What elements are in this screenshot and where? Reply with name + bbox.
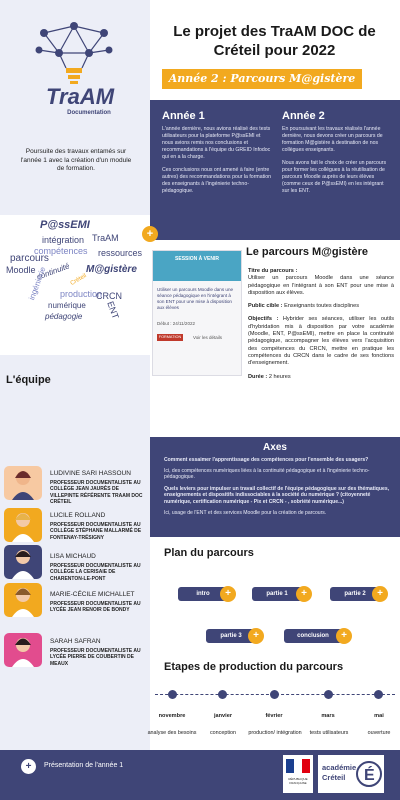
timeline-step: production/ intégration	[248, 730, 302, 736]
timeline-month: janvier	[213, 713, 233, 719]
plan-title: Plan du parcours	[164, 547, 254, 559]
academie-e-icon	[356, 760, 382, 788]
member-role: PROFESSEUR DOCUMENTALISTE AU COLLÈGE STÉPHANE MALLARMÉ DE FONTENAY-TRÉSIGNY	[50, 522, 142, 541]
word: Créteil	[69, 273, 88, 287]
magistere-title: Le parcours M@gistère	[246, 246, 368, 258]
avatar	[4, 583, 42, 617]
timeline-month: mars	[321, 713, 335, 719]
timeline-month: novembre	[158, 713, 186, 719]
timeline-dot	[324, 690, 333, 699]
member-name: MARIE-CÉCILE MICHALLET	[50, 591, 135, 598]
academie-name: Créteil	[322, 773, 346, 782]
timeline-dot	[168, 690, 177, 699]
session-card-text: Utiliser un parcours Moodle dans une séance pédagogique en l'intégrant à son ENT pour une mise à disposition aux élèves	[157, 287, 234, 310]
republique-logo	[283, 755, 313, 793]
word: pédagogie	[45, 312, 83, 321]
plus-icon[interactable]: +	[296, 586, 312, 602]
timeline-month: février	[265, 713, 283, 719]
word: ressources	[98, 248, 143, 258]
plus-icon[interactable]: +	[248, 628, 264, 644]
equipe-title: L'équipe	[6, 374, 51, 386]
avatar	[4, 545, 42, 579]
plan-partie3-button[interactable]: partie 3	[206, 629, 256, 643]
timeline-dot	[374, 690, 383, 699]
plan-partie1-button[interactable]: partie 1	[252, 587, 302, 601]
plan-intro-button[interactable]: intro	[178, 587, 228, 601]
word: TraAM	[92, 233, 119, 243]
timeline-step: conception	[209, 730, 237, 736]
axes-content: Comment essaimer l'apprentissage des compétences pour l'ensemble des usagers? Ici, des compétences numériques liées à la continuité pédagogique et à l'ingénierie techno-pédagogique. Quels leviers pour impulser un travail collectif de l'équipe pédagogique sur des thématiques, enseignements et dispositifs indissociables à la société du numérique ? (citoyenneté numérique, certification numérique - Pix et CRCN - , sobriété numérique...) Ici, usage de l'ENT et des services Moodle pour la création de parcours.	[164, 457, 390, 516]
timeline-step: analyse des besoins	[147, 730, 197, 736]
academie-label: académie	[322, 763, 357, 772]
plus-icon[interactable]: +	[220, 586, 236, 602]
timeline-dot	[270, 690, 279, 699]
etapes-title: Etapes de production du parcours	[164, 661, 344, 673]
session-date: Début : 24/11/2022	[157, 321, 195, 326]
word: CRCN	[96, 291, 122, 301]
plan-partie2-button[interactable]: partie 2	[330, 587, 380, 601]
timeline-step: ouverture	[367, 730, 391, 736]
annee2-title: Année 2	[282, 110, 325, 122]
academie-logo	[318, 755, 384, 793]
plus-icon[interactable]: +	[21, 759, 36, 774]
session-card[interactable]	[152, 250, 242, 376]
person-icon	[4, 466, 42, 500]
logo-subtitle: Documentation	[67, 110, 111, 116]
annee1-title: Année 1	[162, 110, 205, 122]
word: M@gistère	[86, 264, 137, 275]
member-role: PROFESSEUR DOCUMENTALISTE AU LYCÉE PIERRE DE COUBERTIN DE MEAUX	[50, 648, 141, 667]
avatar	[4, 466, 42, 500]
traam-logo	[14, 18, 134, 116]
member-name: LUCILE ROLLAND	[50, 512, 106, 519]
person-icon	[4, 508, 42, 542]
details-link[interactable]: Voir les détails	[193, 335, 223, 340]
word: intégration	[42, 235, 85, 245]
word-cloud	[0, 215, 150, 355]
member-role: PROFESSEUR DOCUMENTALISTE AU COLLÈGE LA CERISAIE DE CHARENTON-LE-PONT	[50, 563, 141, 582]
member-name: LISA MICHAUD	[50, 553, 96, 560]
word: Moodle	[6, 265, 36, 275]
plus-icon[interactable]: +	[336, 628, 352, 644]
annee1-text: L'année dernière, nous avions réalisé des tests utilisateurs pour la plateforme P@ssEMI et nous avions remis nos conclusions et recommandations à l'équipe du GREID Infodoc qui en a la charge. Ces conclusions nous ont amené à faire (entre autres) des recommandations pour la formation des enseignants à l'ingénierie techno-pédagogique.	[162, 126, 271, 194]
word: production	[60, 289, 103, 299]
word: numérique	[48, 301, 86, 310]
axes-title: Axes	[263, 442, 287, 453]
avatar	[4, 633, 42, 667]
annee2-text: En poursuivant les travaux réalisés l'année dernière, nous devons créer un parcours de formation M@gistère à destination de nos collègues enseignants. Nous avons fait le choix de créer un parcours pour former les collègues à la réutilisation de parcours Moodle auprès de leurs élèves (comme ceux de P@ssEMI) en les intégrant sur les ENT.	[282, 126, 387, 194]
svg-text:É: É	[364, 767, 375, 784]
word: ingénierie	[27, 265, 48, 302]
expand-plus-icon[interactable]: +	[142, 226, 158, 242]
member-role: PROFESSEUR DOCUMENTALISTE AU LYCÉE JEAN RENOIR DE BONDY	[50, 601, 141, 614]
annee1-link[interactable]: Présentation de l'année 1	[44, 762, 124, 769]
member-name: LUDIVINE SARI HASSOUN	[50, 470, 131, 477]
word: compétences	[34, 246, 88, 256]
word: parcours	[10, 253, 49, 264]
formation-badge: FORMATION	[158, 335, 182, 339]
network-bulb-icon	[14, 18, 134, 88]
session-banner-text: SESSION À VENIR	[175, 256, 219, 262]
person-icon	[4, 633, 42, 667]
logo-name: TraAM	[46, 84, 115, 109]
plus-icon[interactable]: +	[372, 586, 388, 602]
member-name: SARAH SAFRAN	[50, 638, 101, 645]
intro-text: Poursuite des travaux entamés sur l'année 1 avec la création d'un module de formation.	[20, 148, 132, 172]
word: P@ssEMI	[40, 219, 90, 231]
avatar	[4, 508, 42, 542]
word: continuité	[35, 261, 71, 282]
word: ENT	[105, 299, 121, 321]
member-role: PROFESSEUR DOCUMENTALISTE AU COLLÈGE JEAN JAURÈS DE VILLEPINTE RÉFÉRENTE TRAAM DOC CRÉTEIL	[50, 480, 143, 506]
timeline-month: mai	[374, 713, 384, 719]
plan-conclusion-button[interactable]: conclusion	[284, 629, 342, 643]
page-subtitle: Année 2 : Parcours M@gistère	[168, 72, 356, 85]
person-icon	[4, 583, 42, 617]
person-icon	[4, 545, 42, 579]
timeline-step: tests utilisateurs	[309, 730, 349, 736]
page-title: Le projet des TraAM DOC de Créteil pour 2022	[173, 23, 376, 59]
magistere-details: Titre du parcours : Utiliser un parcours Moodle dans une séance pédagogique en l'intégrant à son ENT pour une mise à disposition aux élèves. Public cible : Enseignants toutes disciplines Objectifs : Hybrider ses séances, utiliser les outils d'hybridation mis à disposition par votre académie (Moodle, ENT, P@ssEMI), mettre en place la continuité pédagogique, accompagner les élèves vers l'acquisition des compétences du CRCN, mettre en pratique les compétences du CRCN dans le cadre de ses fonctions d'enseignement. Durée : 2 heures	[248, 268, 394, 380]
republique-text: RÉPUBLIQUE FRANÇAISE	[288, 777, 308, 785]
timeline-dot	[218, 690, 227, 699]
